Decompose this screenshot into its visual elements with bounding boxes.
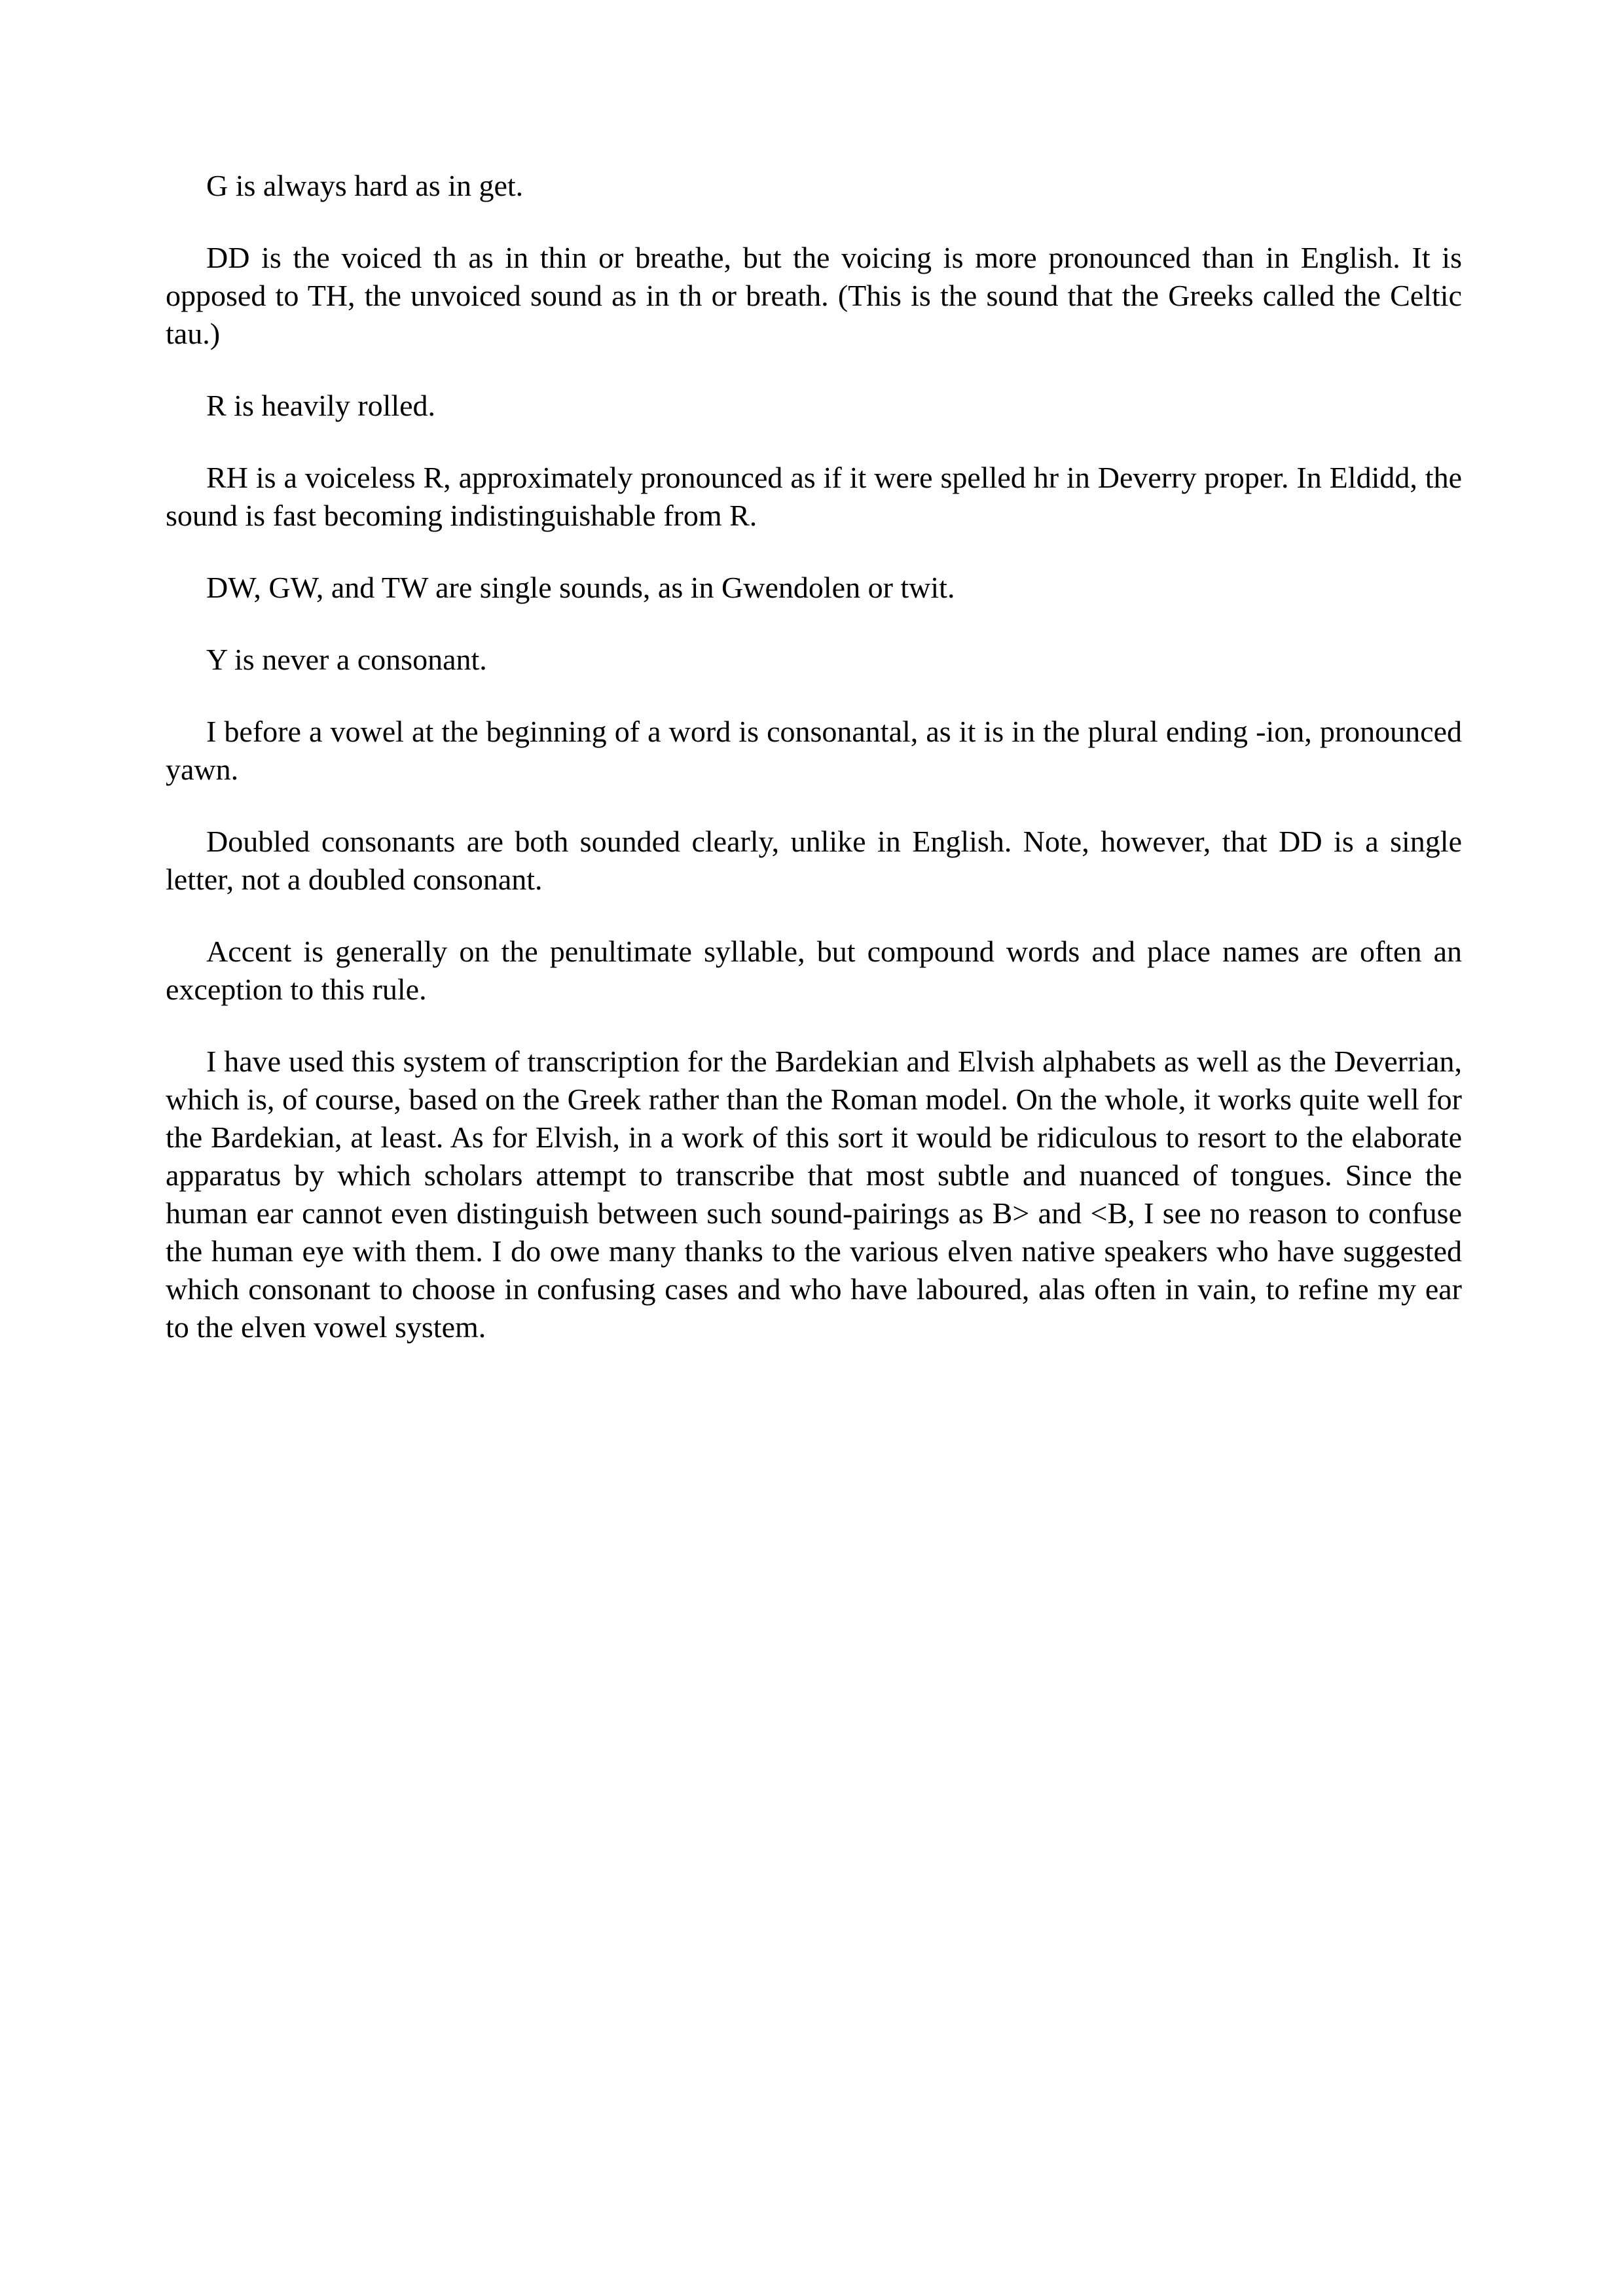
body-text	[166, 167, 1462, 1380]
paragraph-doubled-consonants: Doubled consonants are both sounded clearly, unlike in English. Note, however, that DD is a single letter, not a doubled consonant.	[166, 825, 1462, 896]
paragraph-y-consonant: Y is never a consonant.	[206, 643, 487, 676]
paragraph-dw-gw-tw: DW, GW, and TW are single sounds, as in Gwendolen or twit.	[206, 571, 955, 604]
paragraph-accent: Accent is generally on the penultimate syllable, but compound words and place names are often an exception to this rule.	[166, 935, 1462, 1006]
paragraph-i-before-vowel: I before a vowel at the beginning of a word is consonantal, as it is in the plural ending -ion, pronounced yawn.	[166, 715, 1462, 786]
paragraph-rh-voiceless: RH is a voiceless R, approximately pronounced as if it were spelled hr in Deverry proper. In Eldidd, the sound is fast becoming indistinguishable from R.	[166, 461, 1462, 532]
paragraph-r-rolled: R is heavily rolled.	[206, 389, 436, 422]
paragraph-g-hard: G is always hard as in get.	[206, 169, 524, 202]
paragraph-transcription-system: I have used this system of transcription for the Bardekian and Elvish alphabets as well as the Deverrian, which is, of course, based on the Greek rather than the Roman model. On the whole, it works quite well for the Bardekian, at least. As for Elvish, in a work of this sort it would be ridiculous to resort to the elaborate apparatus by which scholars attempt to transcribe that most subtle and nuanced of tongues. Since the human ear cannot even distinguish between such sound-pairings as B> and <B, I see no reason to confuse the human eye with them. I do owe many thanks to the various elven native speakers who have suggested which consonant to choose in confusing cases and who have laboured, alas often in vain, to refine my ear to the elven vowel system.	[166, 1045, 1462, 1344]
paragraph-dd-voiced: DD is the voiced th as in thin or breathe, but the voicing is more pronounced than in English. It is opposed to TH, the unvoiced sound as in th or breath. (This is the sound that the Greeks called the Celtic tau.)	[166, 241, 1462, 350]
